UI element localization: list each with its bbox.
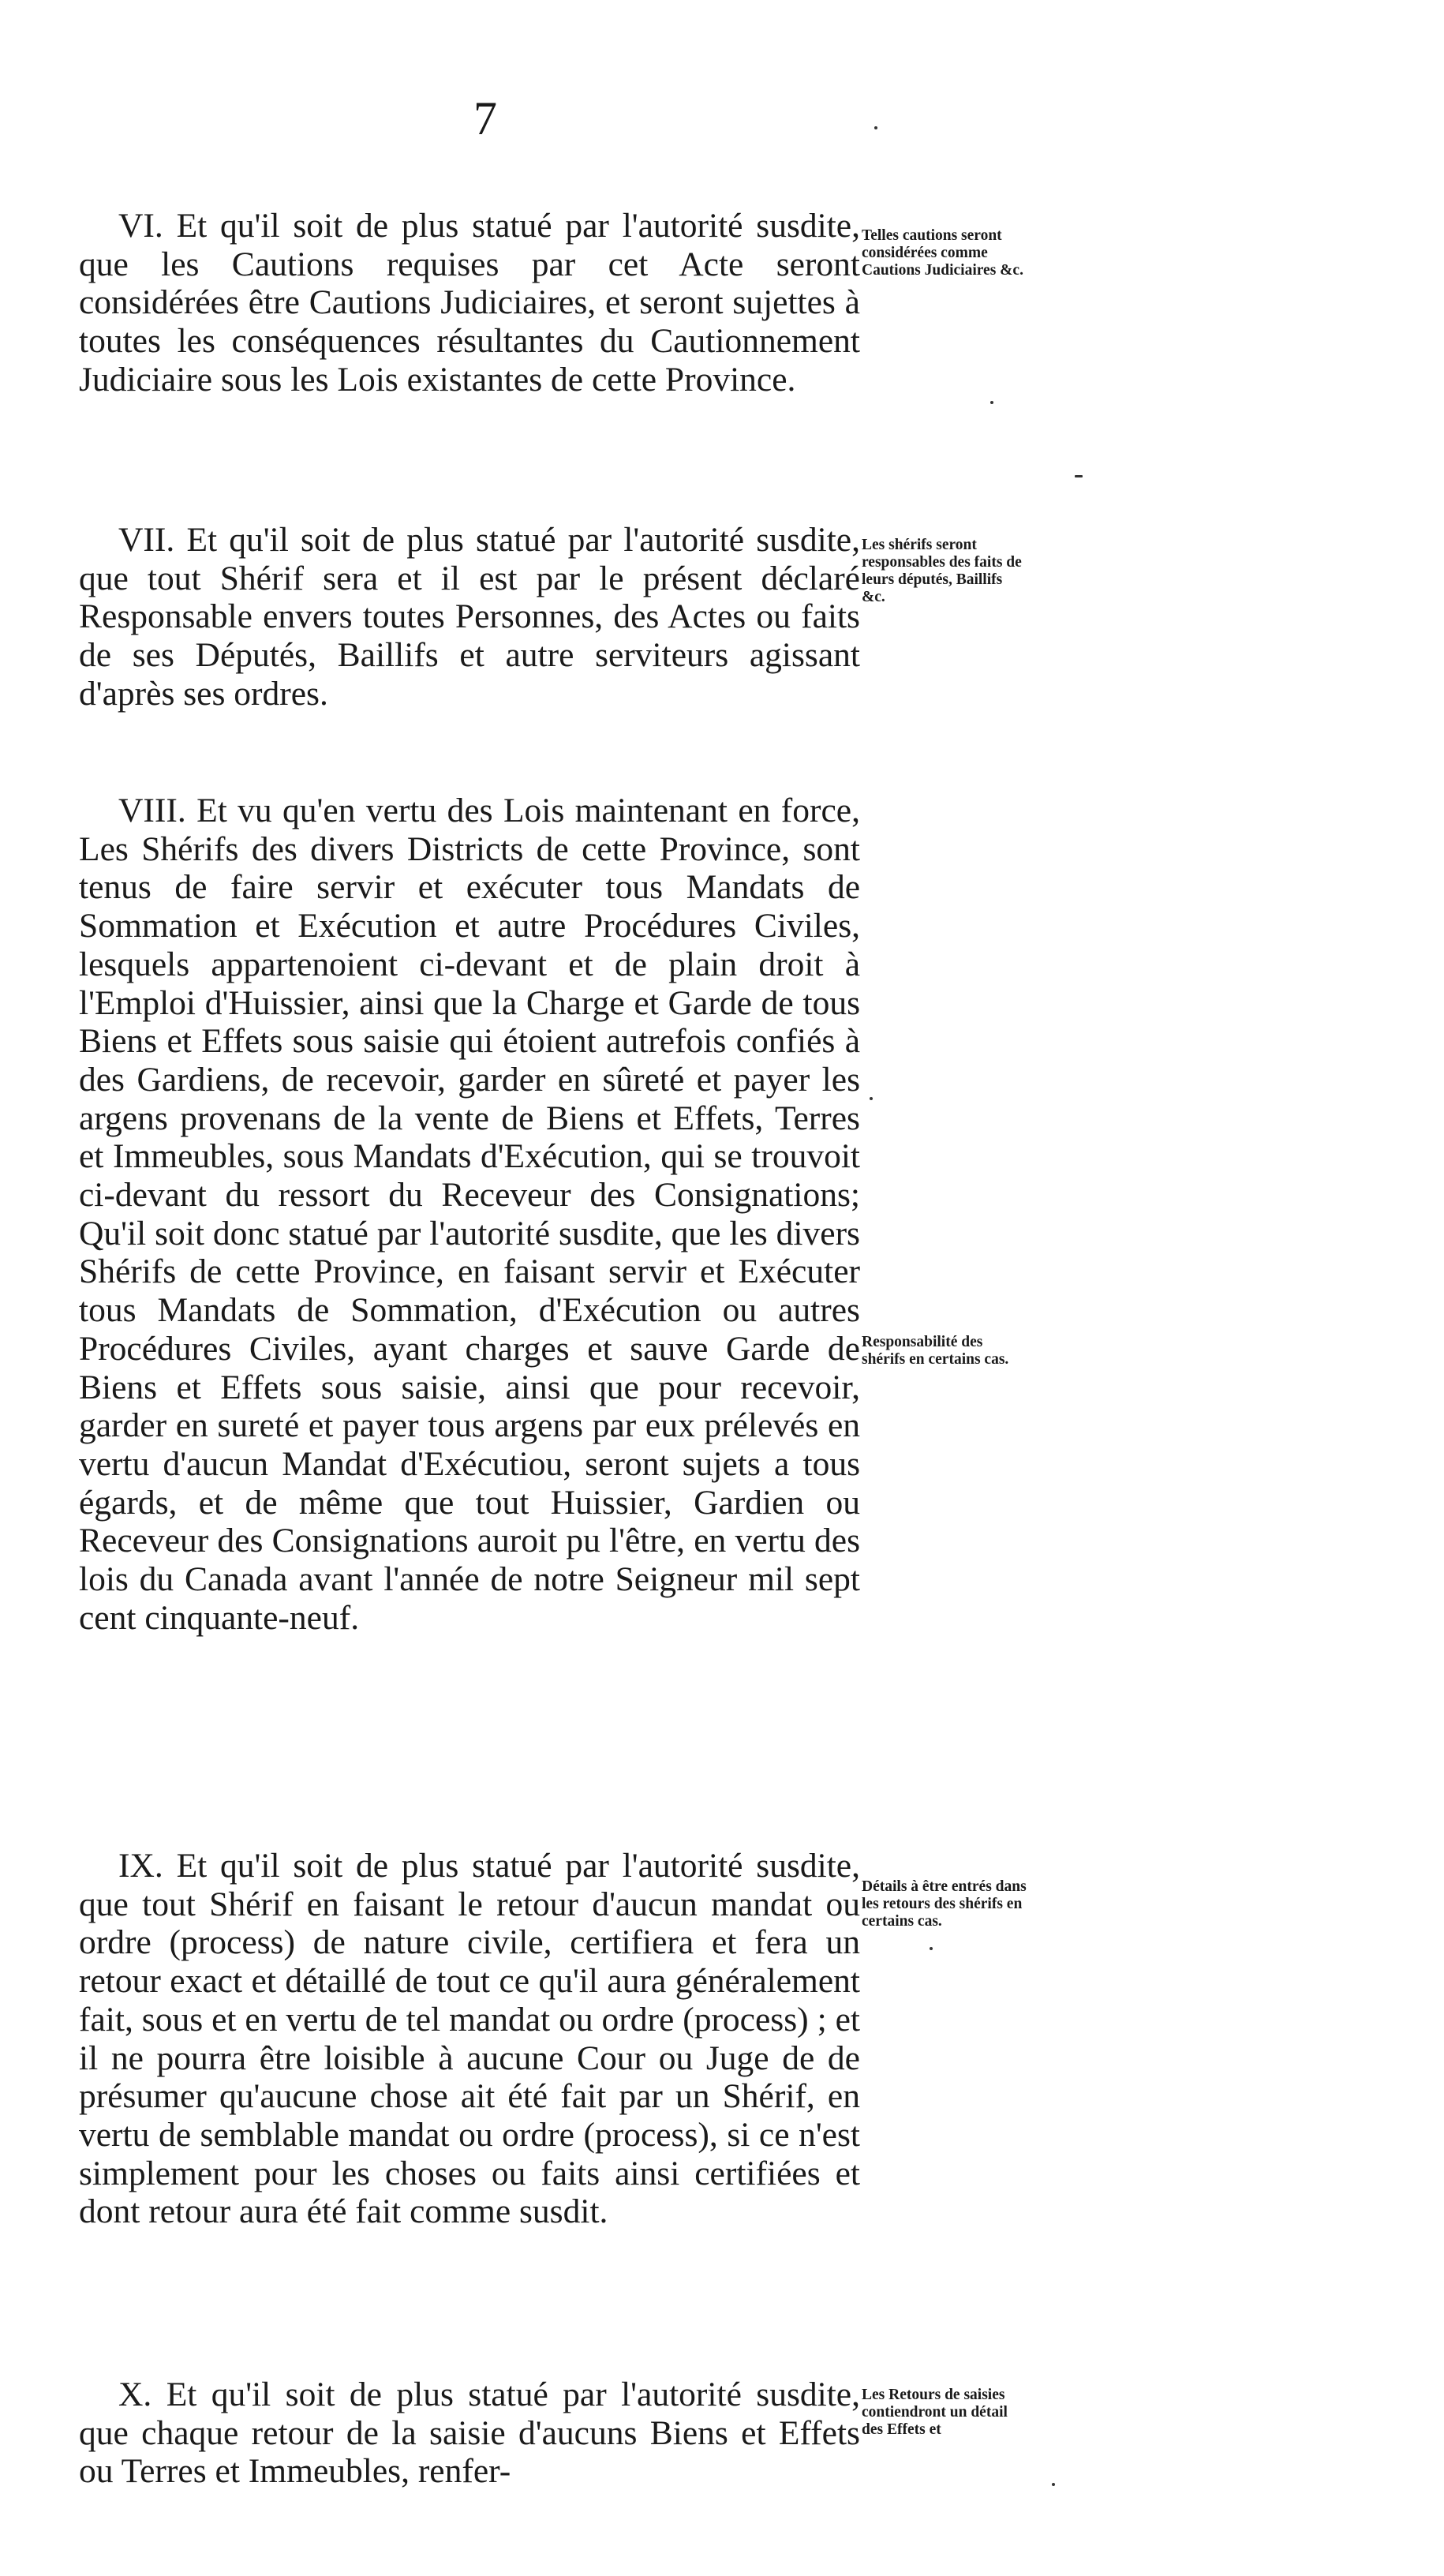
scan-speck [1075,475,1083,477]
scan-speck [874,126,877,129]
article-ix-margin-note: Détails à être entrés dans les retours des shérifs en certains cas. [862,1878,1027,1930]
article-vii-text: VII. Et qu'il soit de plus statué par l'autorité susdite, que tout Shérif sera et il est par le présent déclaré Responsable envers toutes Personnes, des Actes ou faits de ses Députés, Baillifs et autre serviteurs agissant d'après ses ordres. [79,521,860,713]
article-vi-margin-note: Telles cautions seront considérées comme Cautions Judiciaires &c. [862,227,1023,279]
scan-speck [990,401,993,404]
article-x-text: X. Et qu'il soit de plus statué par l'autorité susdite, que chaque retour de la saisie d'aucuns Biens et Effets ou Terres et Immeubles, renfer- [79,2376,860,2491]
article-x-margin-note: Les Retours de saisies contiendront un détail des Effets et [862,2387,1008,2438]
page-number: 7 [473,92,497,144]
article-viii-text: VIII. Et vu qu'en vertu des Lois maintenant en force, Les Shérifs des divers Districts de cette Province, sont tenus de faire servir et exécuter tous Mandats de Sommation et Exécution et autre Procédures Civiles, lesquels appartenoient ci-devant et de plain droit à l'Emploi d'Huissier, ainsi que la Charge et Garde de tous Biens et Effets sous saisie qui étoient autrefois confiés à des Gardiens, de recevoir, garder en sûreté et payer les argens provenans de la vente de Biens et Effets, Terres et Immeubles, sous Mandats d'Exécution, qui se trouvoit ci-devant du ressort du Receveur des Consignations; Qu'il soit donc statué par l'autorité susdite, que les divers Shérifs de cette Province, en faisant servir et Exécuter tous Mandats de Sommation, d'Exécution ou autres Procédures Civiles, ayant charges et sauve Garde de Biens et Effets sous saisie, ainsi que pour recevoir, garder en sureté et payer tous argens par eux prélevés en vertu d'aucun Mandat d'Exécutiou, seront sujets a tous égards, et de même que tout Huissier, Gardien ou Receveur des Consignations auroit pu l'être, en vertu des lois du Canada avant l'année de notre Seigneur mil sept cent cinquante-neuf. [79,792,860,1637]
article-vi-text: VI. Et qu'il soit de plus statué par l'autorité susdite, que les Cautions requises par cet Acte seront considérées être Cautions Judiciaires, et seront sujettes à toutes les conséquences résultantes du Cautionnement Judiciaire sous les Lois existantes de cette Province. [79,207,860,399]
scan-speck [870,1097,873,1100]
article-viii-margin-note: Responsabilité des shérifs en certains cas. [862,1334,1009,1368]
scan-speck [930,1947,933,1950]
article-vii-margin-note: Les shérifs seront responsables des faits de leurs députés, Baillifs &c. [862,537,1022,605]
article-ix-text: IX. Et qu'il soit de plus statué par l'autorité susdite, que tout Shérif en faisant le retour d'aucun mandat ou ordre (process) de nature civile, certifiera et fera un retour exact et détaillé de tout ce qu'il aura généralement fait, sous et en vertu de tel mandat ou ordre (process) ; et il ne pourra être loisible à aucune Cour ou Juge de de présumer qu'aucune chose ait été fait par un Shérif, en vertu de semblable mandat ou ordre (process), si ce n'est simplement pour les choses ou faits ainsi certifiées et dont retour aura été fait comme susdit. [79,1847,860,2231]
scan-speck [1052,2483,1055,2486]
